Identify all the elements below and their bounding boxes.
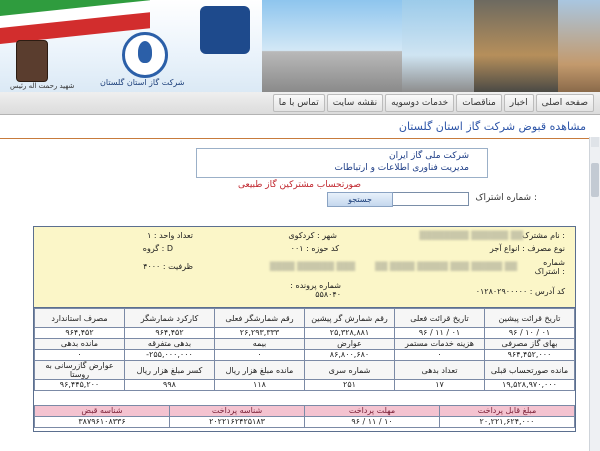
header-remainder: مانده مبلغ هزار ریال [215, 361, 305, 380]
org-name: شرکت ملی گاز ایران [389, 151, 469, 161]
header-payment-id: شناسه پرداخت [170, 406, 305, 417]
company-name: شرکت گاز استان گلستان [100, 78, 185, 87]
account-number-input[interactable] [392, 192, 469, 206]
welder-photo [474, 0, 558, 92]
value-debt-count: ۱۷ [395, 380, 485, 391]
vertical-scrollbar[interactable] [589, 137, 600, 451]
nav-bar [0, 92, 600, 115]
subscription-no-label: شماره اشتراک : [534, 258, 565, 276]
organization-header [196, 148, 488, 178]
value-amount-due: ۲۰,۲۲۱,۶۲۴,۰۰۰ [440, 417, 575, 428]
value-gas-cost: ۹۶۴,۴۵۲,۰۰۰ [485, 350, 575, 361]
street-value: ████ ██████ ███ [269, 262, 355, 271]
header-misc-debt: بدهی متفرقه [125, 339, 215, 350]
table-row [35, 417, 575, 428]
header-due-date: مهلت پرداخت [305, 406, 440, 417]
value-village-levy: ۹۶,۴۴۵,۲۰۰ [35, 380, 125, 391]
page-title: مشاهده قبوض شرکت گاز استان گلستان [398, 120, 586, 133]
nav-item-news[interactable]: اخبار [504, 94, 534, 112]
value-misc-debt: -۲۵۵,۰۰۰,۰۰۰ [125, 350, 215, 361]
search-button[interactable]: جستجو [327, 192, 393, 207]
nav-item-tenders[interactable]: مناقصات [456, 94, 502, 112]
header-debt-balance: مانده بدهی [35, 339, 125, 350]
header-current-date: تاریخ قرائت فعلی [395, 309, 485, 328]
value-deduction: ۹۹۸ [125, 380, 215, 391]
table-row [35, 361, 575, 380]
table-row [35, 328, 575, 339]
city-field: شهر : کردکوی [288, 231, 337, 240]
martyr-portrait [16, 40, 48, 82]
value-previous-balance: ۱۹,۵۲۸,۹۷۰,۰۰۰ [485, 380, 575, 391]
header-levies: عوارض [305, 339, 395, 350]
value-current-date: ۹۶ / ۱۱ / ۰۱ [395, 328, 485, 339]
value-standard-usage: ۹۶۴,۴۵۲ [35, 328, 125, 339]
bill-panel [33, 226, 576, 432]
page-title-bar [0, 118, 590, 139]
nav-item-contact[interactable]: تماس با ما [273, 94, 325, 112]
scroll-up-icon[interactable] [591, 137, 599, 147]
pipes-photo [402, 0, 474, 92]
martyr-caption: شهید رحمت اله رئیس [10, 82, 75, 90]
address-code-field: کد آدرس : ۰۱۲۸۰۲۹۰۰۰۰۰ [475, 287, 565, 296]
value-service-fee: ۰ [395, 350, 485, 361]
value-remainder: ۱۱۸ [215, 380, 305, 391]
units-field: تعداد واحد : ۱ [147, 231, 193, 240]
tower-photo [558, 0, 600, 92]
value-current-reading: ۲۶,۲۹۳,۳۳۳ [215, 328, 305, 339]
nav-item-home[interactable]: صفحه اصلی [536, 94, 594, 112]
table-row [35, 339, 575, 350]
org-department: مدیریت فناوری اطلاعات و ارتباطات [334, 163, 469, 173]
header-serial-no: شماره سری [305, 361, 395, 380]
value-previous-date: ۹۶ / ۱۰ / ۰۱ [485, 328, 575, 339]
subscriber-name-value: ████████ ██████ ██ [419, 231, 523, 240]
bill-subtitle: صورتحساب مشترکین گاز طبیعی [238, 180, 361, 190]
header-banner [0, 0, 600, 92]
payment-table [34, 405, 575, 428]
nav-item-services[interactable]: خدمات دوسویه [385, 94, 454, 112]
table-row [35, 309, 575, 328]
table-row [35, 380, 575, 391]
subscriber-info [34, 227, 575, 308]
value-payment-id: ۲۰۲۲۱۶۲۴۲۵۱۸۳ [170, 417, 305, 428]
nav-item-sitemap[interactable]: نقشه سایت [327, 94, 383, 112]
header-service-fee: هزینه خدمات مستمر [395, 339, 485, 350]
table-row [35, 406, 575, 417]
header-previous-date: تاریخ قرائت پیشین [485, 309, 575, 328]
value-bill-id: ۳۸۷۹۶۱۰۸۳۳۶ [35, 417, 170, 428]
value-levies: ۸۶,۸۰۰,۶۸۰ [305, 350, 395, 361]
header-standard-usage: مصرف استاندارد [35, 309, 125, 328]
building-photo [262, 0, 402, 92]
header-village-levy: عوارض گازرسانی به روستا [35, 361, 125, 380]
value-meter-usage: ۹۶۴,۴۵۲ [125, 328, 215, 339]
table-row [35, 350, 575, 361]
value-due-date: ۹۶ / ۱۱ / ۱۰ [305, 417, 440, 428]
value-serial-no: ۲۵۱ [305, 380, 395, 391]
header-previous-reading: رقم شمارش گر پیشین [305, 309, 395, 328]
header-insurance: بیمه [215, 339, 305, 350]
scrollbar-thumb[interactable] [591, 163, 599, 197]
value-insurance: ۰ [215, 350, 305, 361]
usage-type-field: نوع مصرف : انواع آجر [489, 244, 565, 253]
address-value: ██ ████ █████ ███ █████ ██ [375, 262, 517, 271]
group-field: گروه : D [142, 244, 173, 253]
subscriber-name-label: نام مشترک : [522, 231, 565, 240]
header-amount-due: مبلغ قابل پرداخت [440, 406, 575, 417]
header-current-reading: رقم شمارشگر فعلی [215, 309, 305, 328]
gas-company-logo-icon [122, 32, 168, 78]
header-previous-balance: مانده صورتحساب قبلی [485, 361, 575, 380]
nav-tabs [273, 94, 594, 112]
value-debt-balance: ۰ [35, 350, 125, 361]
header-bill-id: شناسه قبض [35, 406, 170, 417]
value-previous-reading: ۲۵,۳۲۸,۸۸۱ [305, 328, 395, 339]
header-gas-cost: بهای گاز مصرفی [485, 339, 575, 350]
header-debt-count: تعداد بدهی [395, 361, 485, 380]
zone-code-field: کد حوزه : ۰۰۱ [290, 244, 339, 253]
header-meter-usage: کارکرد شمارشگر [125, 309, 215, 328]
endowment-emblem [200, 6, 250, 54]
file-no-field: شماره پرونده : ۵۵۸۰۴۰ [290, 281, 341, 299]
capacity-field: ظرفیت : ۴۰۰۰ [143, 262, 193, 271]
bill-details-table [34, 308, 575, 391]
account-number-label: شماره اشتراک : [475, 193, 537, 203]
header-deduction: کسر مبلغ هزار ریال [125, 361, 215, 380]
